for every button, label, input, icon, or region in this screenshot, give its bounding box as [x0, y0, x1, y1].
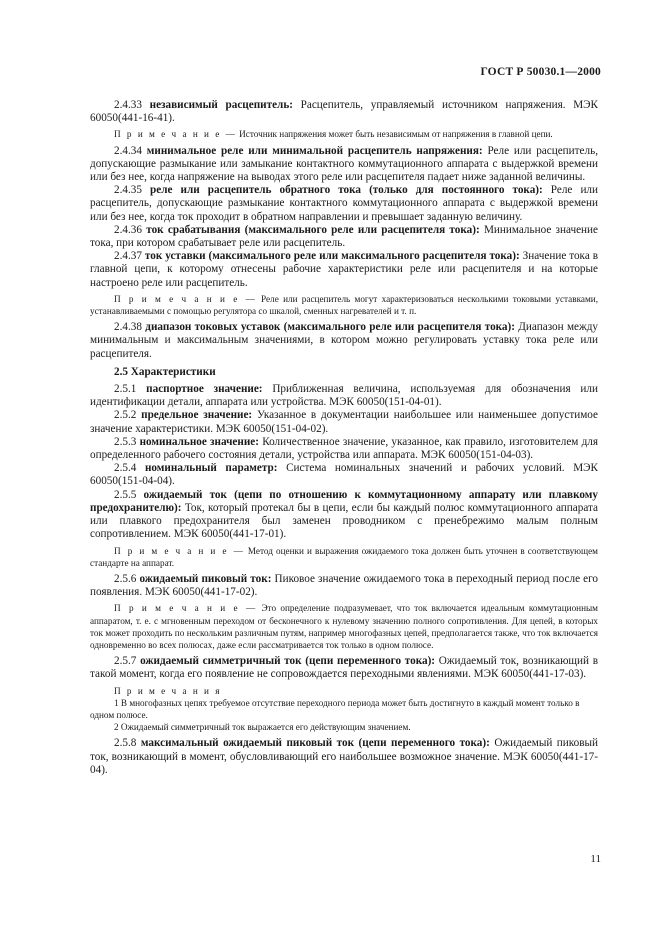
page-number: 11 [590, 853, 601, 865]
definition-paragraph: 2.5.5 ожидаемый ток (цепи по отношению к коммутационному аппарату или плавкому предохранителю): Ток, который протекал бы в цепи, если бы каждый полюс коммутационного аппарата или плавкого предохранителя был заменен проводником с пренебрежимо малым полным сопротивлением. МЭК 60050(441-17-01). [90, 488, 598, 541]
term: диапазон токовых уставок (максимального реле или расцепителя тока): [145, 321, 515, 334]
definition-paragraph: 2.5.6 ожидаемый пиковый ток: Пиковое значение ожидаемого тока в переходный период после его появления. МЭК 60050(441-17-02). [90, 572, 599, 599]
definition-paragraph: 2.5.2 предельное значение: Указанное в документации наибольшее или наименьшее допустимое значение характеристики. МЭК 60050(151-04-02). [90, 409, 598, 435]
note: П р и м е ч а н и е — Это определение подразумевает, что ток включается идеальным коммутационным аппаратом, т. е. с мгновенным переходом от бесконечного к нулевому значению полного сопротивления. Для цепей, в которых ток может проходить по нескольким различным путям, например многофазных цепей, предполагается также, что ток включается одновременно во всех полюсах, даже если рассматривается ток только в одном полюсе. [90, 603, 599, 650]
definition-paragraph: 2.4.34 минимальное реле или минимальной расцепитель напряжения: Реле или расцепитель, допускающие размыкание или замыкание контактного коммутационного аппарата с выдержкой времени или без нее, когда напряжение на выводах этого реле или расцепителя падает ниже заданной величины. [90, 144, 598, 184]
term: реле или расцепитель обратного тока (только для постоянного тока): [150, 184, 543, 197]
notes-label: П р и м е ч а н и я [114, 685, 222, 696]
term: ожидаемый симметричный ток (цепи переменного тока): [140, 655, 436, 668]
note: П р и м е ч а н и е — Реле или расцепитель могут характеризоваться несколькими токовыми уставками, устанавливаемыми с помощью регулятора со шкалой, сменных нагревателей и т. п. [90, 293, 598, 317]
definition-paragraph: 2.4.38 диапазон токовых уставок (максимального реле или расцепителя тока): Диапазон между минимальным и максимальным значениями, в котором можно регулировать уставку тока реле или расцепителя. [90, 321, 598, 360]
term: минимальное реле или минимальной расцепитель напряжения: [146, 144, 483, 157]
document-code: ГОСТ Р 50030.1—2000 [480, 66, 601, 78]
term: ожидаемый пиковый ток: [139, 572, 272, 585]
note: П р и м е ч а н и е — Источник напряжения может быть независимым от напряжения в главной цепи. [114, 129, 553, 140]
section-heading: 2.5 Характеристики [114, 365, 216, 378]
definition-paragraph: 2.5.7 ожидаемый симметричный ток (цепи переменного тока): Ожидаемый ток, возникающий в такой момент, когда его появление не сопровождается переходными явлениями. МЭК 60050(441-17-03). [90, 655, 598, 681]
page-content [90, 99, 598, 777]
term: максимальный ожидаемый пиковый ток (цепи переменного тока): [140, 737, 490, 750]
term: ток уставки (максимального реле или максимального расцепителя тока): [144, 250, 520, 263]
term: паспортное значение: [146, 383, 263, 396]
definition-paragraph: 2.5.3 номинальное значение: Количественное значение, указанное, как правило, изготовителем для определенного рабочего состояния детали, устройства или аппарата. МЭК 60050(151-04-03). [90, 435, 598, 462]
note: П р и м е ч а н и е — Метод оценки и выражения ожидаемого тока должен быть уточнен в соответствующем стандарте на аппарат. [90, 545, 598, 568]
note-item: 2 Ожидаемый симметричный ток выражается его действующим значением. [114, 722, 411, 733]
term: ожидаемый ток (цепи по отношению к коммутационному аппарату или плавкому предохранителю): [90, 488, 598, 514]
term: номинальное значение: [139, 435, 259, 448]
definition-paragraph: 2.4.36 ток срабатывания (максимального реле или расцепителя тока): Минимальное значение тока, при котором срабатывает реле или расцепитель. [90, 223, 598, 250]
definition-paragraph: 2.4.33 независимый расцепитель: Расцепитель, управляемый источником напряжения. МЭК 60050(441-16-41). [90, 99, 599, 125]
definition-paragraph: 2.5.1 паспортное значение: Приближенная величина, используемая для обозначения или идентификации детали, аппарата или устройства. МЭК 60050(151-04-01). [90, 383, 598, 409]
term: независимый расцепитель: [149, 99, 293, 111]
definition-paragraph: 2.5.4 номинальный параметр: Система номинальных значений и рабочих условий. МЭК 60050(151-04-04). [90, 462, 599, 488]
term: ток срабатывания (максимального реле или расцепителя тока): [146, 223, 480, 236]
note-item: 1 В многофазных цепях требуемое отсутствие переходного периода может быть достигнуто в каждый момент только в одном полюсе. [90, 697, 580, 720]
notes-block [90, 685, 598, 734]
term: номинальный параметр: [144, 462, 278, 475]
definition-paragraph: 2.5.8 максимальный ожидаемый пиковый ток (цепи переменного тока): Ожидаемый пиковый ток, возникающий в момент, обусловливающий его наибольшее возможное значение. МЭК 60050(441-17-04). [90, 737, 599, 776]
term: предельное значение: [141, 409, 253, 422]
definition-paragraph: 2.4.35 реле или расцепитель обратного тока (только для постоянного тока): Реле или расцепитель, допускающие размыкание контактного коммутационного аппарата с выдержкой времени или без нее, когда ток проходит в обратном направлении и превышает заданную величину. [90, 184, 598, 223]
definition-paragraph: 2.4.37 ток уставки (максимального реле или максимального расцепителя тока): Значение тока в главной цепи, к которому отнесены рабочие характеристики реле или расцепителя и на которые настроено реле или расцепитель. [90, 250, 598, 289]
